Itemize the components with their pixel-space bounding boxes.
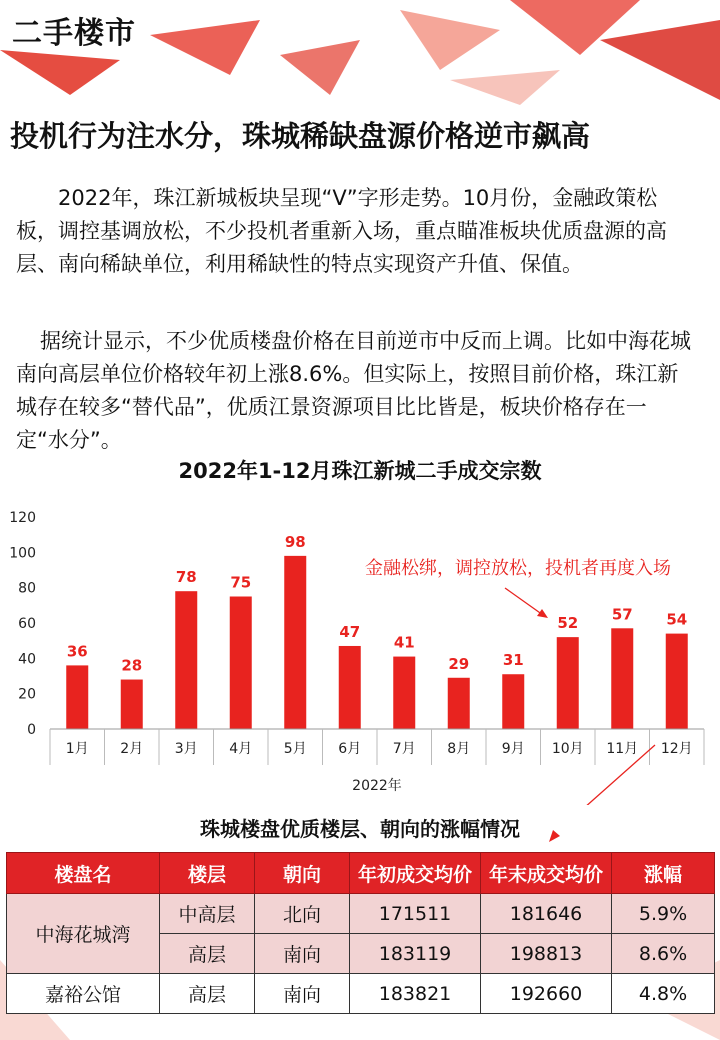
bar [611, 628, 633, 729]
cell-orientation: 南向 [255, 934, 350, 974]
paragraph-1: 2022年，珠江新城板块呈现“V”字形走势。10月份，金融政策松板，调控基调放松，不少投机者重新入场，重点瞄准板块优质盘源的高层、南向稀缺单位，利用稀缺性的特点实现资产升值、保值。 [16, 186, 667, 276]
data-label: 52 [557, 614, 579, 633]
data-label: 36 [66, 642, 88, 661]
cell-end-price: 181646 [481, 894, 612, 934]
cell-end-price: 192660 [481, 974, 612, 1014]
cell-start-price: 171511 [350, 894, 481, 934]
section-title: 二手楼市 [12, 16, 136, 51]
bar [448, 678, 470, 729]
x-tick-label: 9月 [501, 741, 525, 757]
y-axis [9, 510, 36, 738]
data-label: 54 [666, 610, 688, 629]
x-tick-label: 3月 [174, 741, 198, 757]
article-headline: 投机行为注水分，珠城稀缺盘源价格逆市飙高 [10, 119, 591, 153]
red-triangle-decor [150, 20, 260, 75]
red-triangle-decor [450, 70, 560, 105]
red-triangle-decor [0, 50, 120, 95]
x-tick-label: 11月 [606, 741, 639, 757]
paragraph-2: 据统计显示，不少优质楼盘价格在目前逆市中反而上调。比如中海花城南向高层单位价格较年初上涨8.6%。但实际上，按照目前价格，珠江新城存在较多“替代品”，优质江景资源项目比比皆是，板块价格存在一定“水分”。 [16, 329, 691, 452]
bar [666, 634, 688, 729]
y-tick-label: 20 [18, 686, 36, 703]
y-tick-label: 60 [18, 616, 36, 632]
header-change: 涨幅 [612, 853, 715, 894]
annotation-arrow-line [505, 588, 543, 615]
data-label: 78 [175, 568, 197, 587]
cell-change: 5.9% [612, 894, 715, 934]
table-title: 珠城楼盘优质楼层、朝向的涨幅情况 [200, 817, 520, 841]
y-tick-label: 100 [9, 545, 36, 562]
x-axis-label: 2022年 [352, 778, 402, 794]
x-tick-label: 2月 [120, 741, 144, 757]
cell-change: 4.8% [612, 974, 715, 1014]
table-row [7, 974, 715, 1014]
bar [175, 591, 197, 729]
data-label: 28 [121, 656, 143, 675]
data-label: 31 [502, 651, 524, 670]
header-project: 楼盘名 [7, 853, 160, 894]
bar [66, 665, 88, 729]
y-tick-label: 0 [27, 722, 36, 738]
x-tick-label: 8月 [447, 741, 471, 757]
header-orientation: 朝向 [255, 853, 350, 894]
bar [121, 680, 143, 729]
header-end-price: 年末成交均价 [481, 853, 612, 894]
red-triangle-decor [280, 40, 360, 95]
chart-title: 2022年1-12月珠江新城二手成交宗数 [178, 459, 542, 483]
data-label: 57 [611, 605, 633, 624]
table-arrowhead [547, 826, 567, 846]
red-triangle-decor [600, 20, 720, 100]
cell-floor: 中高层 [160, 894, 255, 934]
x-tick-label: 5月 [283, 741, 307, 757]
data-label: 47 [339, 622, 361, 641]
x-tick-label: 12月 [660, 741, 693, 757]
table-header-row [7, 853, 715, 894]
x-tick-label: 6月 [338, 741, 362, 757]
data-label: 29 [448, 654, 470, 673]
bar-chart [0, 500, 720, 805]
bar [393, 657, 415, 729]
bar [502, 674, 524, 729]
x-tick-label: 10月 [551, 741, 584, 757]
cell-project: 嘉裕公馆 [7, 974, 160, 1014]
data-label: 98 [284, 532, 306, 551]
cell-orientation: 北向 [255, 894, 350, 934]
price-change-table [6, 852, 715, 1014]
header-start-price: 年初成交均价 [350, 853, 481, 894]
bar [557, 637, 579, 729]
x-tick-label: 1月 [65, 741, 89, 757]
data-label: 75 [230, 573, 252, 592]
y-tick-label: 120 [9, 510, 36, 526]
cell-change: 8.6% [612, 934, 715, 974]
cell-floor: 高层 [160, 934, 255, 974]
cell-floor: 高层 [160, 974, 255, 1014]
x-tick-label: 4月 [229, 741, 253, 757]
x-tick-label: 7月 [392, 741, 416, 757]
cell-orientation: 南向 [255, 974, 350, 1014]
y-tick-label: 80 [18, 580, 36, 597]
cell-start-price: 183821 [350, 974, 481, 1014]
chart-annotation: 金融松绑，调控放松，投机者再度入场 [365, 558, 671, 579]
cell-start-price: 183119 [350, 934, 481, 974]
table-row [7, 894, 715, 934]
x-axis [50, 729, 704, 765]
red-triangle-decor [400, 10, 500, 70]
cell-end-price: 198813 [481, 934, 612, 974]
bar [230, 597, 252, 730]
data-label: 41 [393, 633, 415, 652]
y-tick-label: 40 [18, 651, 36, 668]
bar [339, 646, 361, 729]
annotation-arrowhead [537, 609, 548, 618]
header-floor: 楼层 [160, 853, 255, 894]
cell-project: 中海花城湾 [7, 894, 160, 974]
bar [284, 556, 306, 729]
